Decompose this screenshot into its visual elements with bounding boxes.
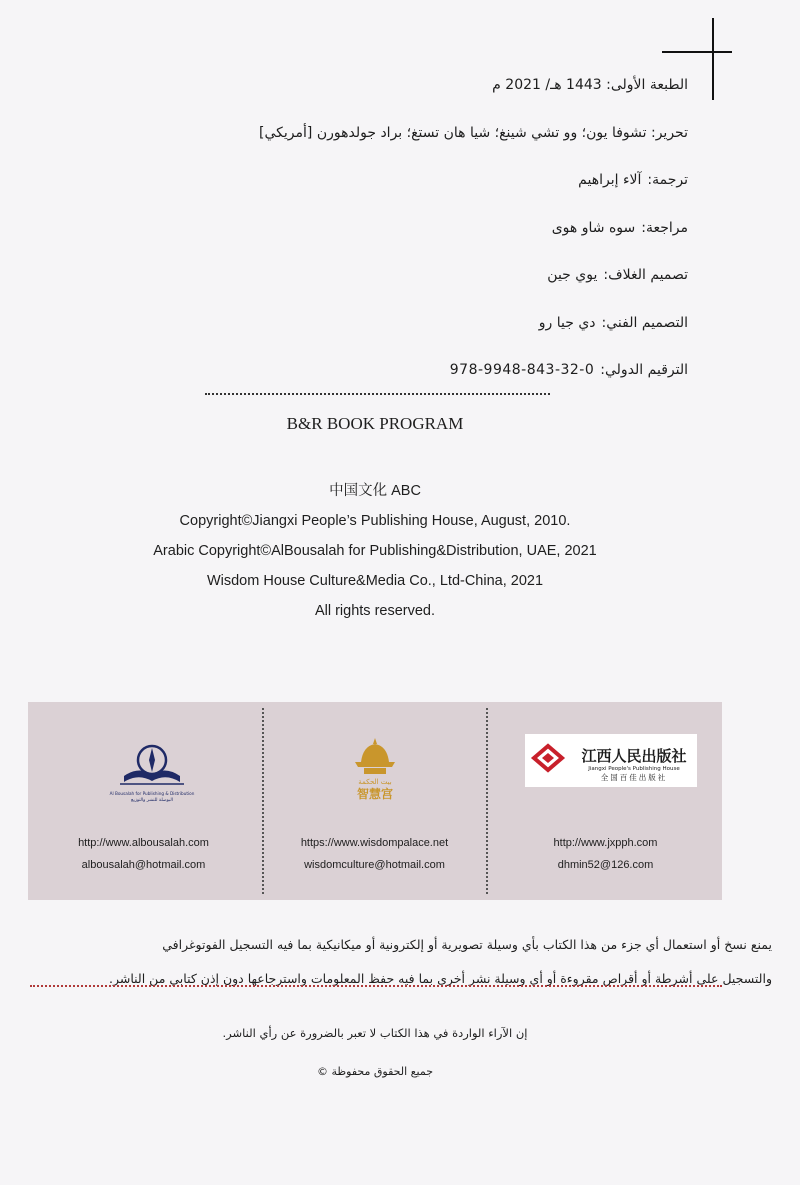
disclaimer: إن الآراء الواردة في هذا الكتاب لا تعبر بالضرورة عن رأي الناشر. bbox=[222, 1026, 528, 1040]
svg-text:Al Bousalah for Publishing & D: Al Bousalah for Publishing & Distribution bbox=[109, 791, 195, 796]
warning-line: والتسجيل على أشرطة أو أقراص مقروءة أو أي وسيلة نشر أخرى بما فيه حفظ المعلومات واسترجاعها دون إذن كتابي من الناشر. bbox=[109, 971, 772, 986]
svg-text:江西人民出版社: 江西人民出版社 bbox=[581, 747, 687, 765]
publisher-url[interactable]: http://www.albousalah.com bbox=[78, 837, 209, 849]
jxpph-logo bbox=[490, 732, 721, 812]
publisher-url[interactable]: https://www.wisdompalace.net bbox=[300, 837, 449, 849]
program-title: B&R BOOK PROGRAM bbox=[286, 414, 464, 433]
publisher-email[interactable]: albousalah@hotmail.com bbox=[81, 859, 206, 871]
dotted-divider-top bbox=[205, 393, 550, 395]
rights-line: 中国文化 ABC bbox=[329, 483, 421, 499]
publisher-jxpph bbox=[490, 702, 721, 900]
rights-line: Copyright©Jiangxi People’s Publishing House, August, 2010. bbox=[179, 513, 571, 529]
wisdompalace-logo bbox=[259, 732, 490, 812]
edition-line: الطبعة الأولى: 1443 هـ/ 2021 م bbox=[492, 77, 688, 93]
rights-line: All rights reserved. bbox=[314, 603, 436, 619]
publisher-contact bbox=[28, 832, 259, 876]
svg-text:بيت الحكمة: بيت الحكمة bbox=[358, 778, 392, 786]
credits-block bbox=[188, 70, 688, 403]
crop-mark-vertical bbox=[712, 18, 714, 100]
isbn-line: الترقيم الدولي:978-9948-843-32-0 bbox=[449, 362, 688, 378]
review-line: مراجعة:سوه شاو هوى bbox=[551, 219, 688, 236]
warning-line: يمنع نسخ أو استعمال أي جزء من هذا الكتاب بأي وسيلة تصويرية أو إلكترونية أو ميكانيكية بما فيه التسجيل الفوتوغرافي bbox=[162, 937, 772, 952]
publisher-contact bbox=[490, 832, 721, 876]
cover-design-line: تصميم الغلاف:يوي جين bbox=[547, 267, 688, 283]
svg-text:البوصلة للنشر والتوزيع: البوصلة للنشر والتوزيع bbox=[131, 798, 173, 803]
publisher-email[interactable]: wisdomculture@hotmail.com bbox=[304, 859, 445, 871]
all-rights-reserved-ar: جميع الحقوق محفوظة © bbox=[316, 1065, 433, 1078]
publishers-panel bbox=[28, 702, 722, 900]
rights-line: Arabic Copyright©AlBousalah for Publishing&Distribution, UAE, 2021 bbox=[153, 543, 597, 559]
dotted-divider-bottom bbox=[30, 985, 722, 987]
svg-text:Jiangxi People's Publishing Ho: Jiangxi People's Publishing House bbox=[588, 766, 680, 772]
rights-line: Wisdom House Culture&Media Co., Ltd-China, 2021 bbox=[206, 573, 544, 589]
editors-line: تحرير: تشوفا يون؛ وو تشي شينغ؛ شيا هان تستغ؛ براد جولدهورن [أمريكي] bbox=[259, 124, 688, 141]
albousalah-logo bbox=[28, 732, 259, 812]
publisher-wisdompalace bbox=[259, 702, 490, 900]
publisher-albousalah bbox=[28, 702, 259, 900]
crop-mark-horizontal bbox=[662, 51, 732, 53]
publisher-url[interactable]: http://www.jxpph.com bbox=[553, 837, 658, 849]
publisher-contact bbox=[259, 832, 490, 876]
translation-line: ترجمة:آلاء إبراهيم bbox=[578, 172, 688, 188]
svg-text:全国百佳出版社: 全国百佳出版社 bbox=[600, 773, 668, 782]
rights-block bbox=[0, 476, 750, 626]
art-design-line: التصميم الفني:دي جيا رو bbox=[538, 314, 688, 331]
svg-text:智慧宫: 智慧宫 bbox=[356, 787, 394, 801]
publisher-email[interactable]: dhmin52@126.com bbox=[557, 859, 654, 871]
